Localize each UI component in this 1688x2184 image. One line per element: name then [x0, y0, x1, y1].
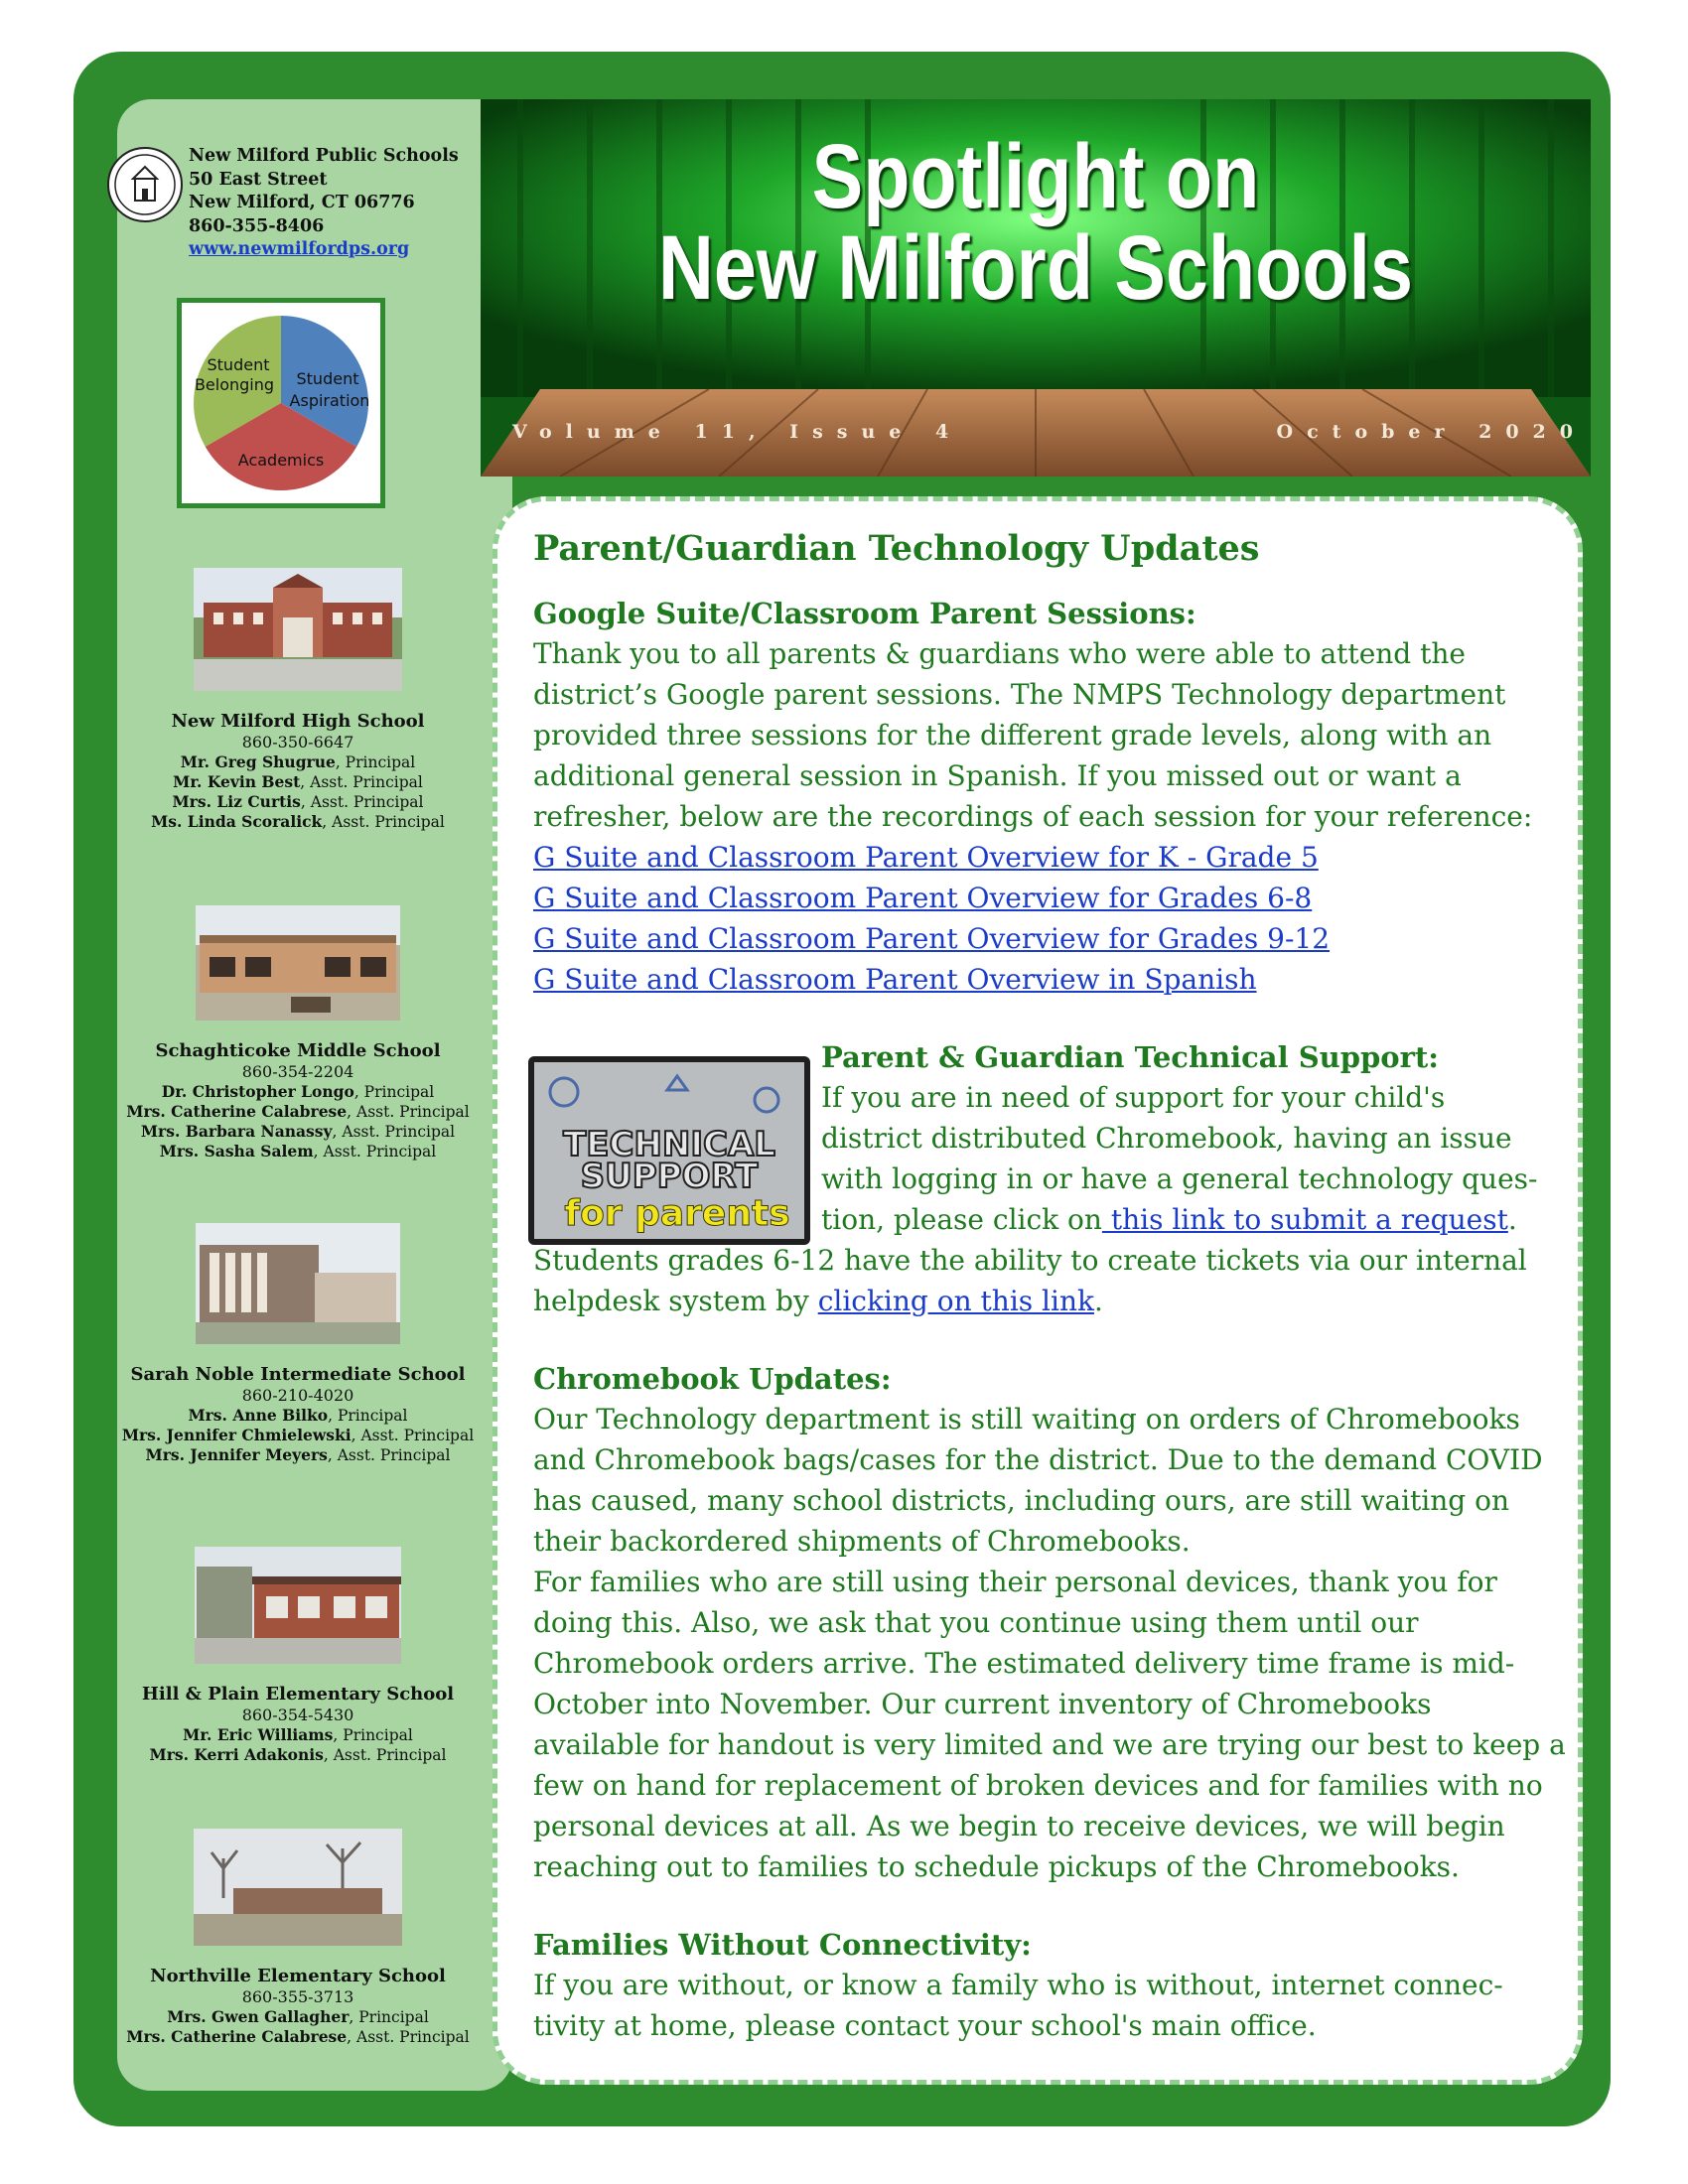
- staff-name: Mr. Eric Williams: [183, 1725, 334, 1744]
- school-phone: 860-354-2204: [241, 1062, 354, 1081]
- tech-image-line1: TECHNICAL: [563, 1125, 775, 1164]
- school-photo-nmhs: [194, 568, 402, 691]
- tech-support-line2: district distributed Chromebook, having an issue: [821, 1122, 1512, 1155]
- pie-label-belonging-2: Belonging: [194, 375, 275, 394]
- staff-name: Mrs. Jennifer Meyers: [145, 1445, 328, 1464]
- staff-role: , Asst. Principal: [332, 1123, 456, 1141]
- masthead-title-line1: Spotlight on: [811, 126, 1260, 227]
- article-title: Parent/Guardian Technology Updates: [533, 528, 1260, 569]
- tech-support-line3: with logging in or have a general technology ques-: [821, 1162, 1538, 1195]
- district-website-link[interactable]: www.newmilfordps.org: [189, 239, 410, 259]
- staff-name: Mrs. Liz Curtis: [172, 792, 301, 811]
- issue-date: October 2020: [1276, 421, 1587, 443]
- school-name: Hill & Plain Elementary School: [141, 1684, 455, 1705]
- staff-name: Mrs. Jennifer Chmielewski: [121, 1426, 352, 1444]
- connectivity-heading: Families Without Connectivity:: [533, 1928, 1032, 1962]
- pie-label-academics: Academics: [237, 451, 325, 470]
- staff-role: , Asst. Principal: [300, 793, 424, 811]
- district-city: New Milford, CT 06776: [189, 193, 415, 212]
- staff-role: , Principal: [333, 1726, 413, 1744]
- session-link-spanish[interactable]: G Suite and Classroom Parent Overview in Spanish: [533, 963, 1257, 996]
- district-name: New Milford Public Schools: [189, 146, 459, 166]
- session-link-9-12[interactable]: G Suite and Classroom Parent Overview for Grades 9-12: [533, 922, 1331, 955]
- masthead-title-line2: New Milford Schools: [658, 217, 1413, 319]
- helpdesk-link[interactable]: clicking on this link: [817, 1285, 1094, 1317]
- district-street: 50 East Street: [189, 169, 328, 190]
- punctuation: .: [1507, 1203, 1517, 1236]
- school-phone: 860-354-5430: [241, 1706, 354, 1724]
- staff-role: , Asst. Principal: [322, 813, 445, 831]
- staff-name: Mr. Greg Shugrue: [180, 752, 336, 771]
- staff-role: , Asst. Principal: [351, 1427, 475, 1444]
- school-card-northville: [99, 1829, 496, 2047]
- staff-role: , Asst. Principal: [313, 1143, 437, 1160]
- session-link-k5[interactable]: G Suite and Classroom Parent Overview for K - Grade 5: [533, 841, 1319, 874]
- school-card-sms: [99, 905, 496, 1161]
- staff-role: , Asst. Principal: [347, 1103, 470, 1121]
- school-name: Sarah Noble Intermediate School: [130, 1364, 466, 1385]
- tech-support-heading: Parent & Guardian Technical Support:: [821, 1040, 1439, 1074]
- staff-name: Mrs. Catherine Calabrese: [126, 2027, 348, 2046]
- staff-role: , Principal: [353, 1083, 435, 1101]
- pie-label-belonging-1: Student: [207, 355, 270, 374]
- pillars-pie: [189, 311, 373, 495]
- chromebook-para2: For families who are still using their personal devices, thank you for doing this. Also, we ask that you continue using them until our Chromebook orders arrive. The estimated delivery time frame is mid-October into November. Our current inventory of Chromebooks available for handout is very limited and we are trying our best to keep a few on hand for replacement of broken devices and for families with no personal devices at all. As we begin to receive devices, we will begin reaching out to families to schedule pickups of the Chromebooks.: [533, 1566, 1566, 1883]
- google-sessions-body: Thank you to all parents & guardians who were able to attend the district’s Google parent sessions. The NMPS Technology department provided three sessions for the different grade levels, along with an additional general session in Spanish. If you missed out or want a refresher, below are the recordings of each session for your reference:: [533, 637, 1533, 833]
- connectivity-body: If you are without, or know a family who is without, internet connec-tivity at home, please contact your school's main office.: [533, 1969, 1503, 2042]
- staff-role: , Asst. Principal: [347, 2028, 470, 2046]
- staff-name: Mrs. Sasha Salem: [159, 1142, 314, 1160]
- school-photo-hill-plain: [195, 1547, 401, 1664]
- staff-role: , Principal: [335, 753, 416, 771]
- tech-image-line3: for parents: [564, 1193, 790, 1234]
- tech-support-line4: tion, please click on: [821, 1203, 1102, 1236]
- staff-name: Mrs. Gwen Gallagher: [167, 2007, 350, 2026]
- tech-image-line2: SUPPORT: [580, 1157, 759, 1196]
- chromebook-para1: Our Technology department is still waiting on orders of Chromebooks and Chromebook bags/cases for the district. Due to the demand COVID has caused, many school districts, including ours, are still waiting on their backordered shipments of Chromebooks.: [533, 1403, 1543, 1558]
- staff-name: Mrs. Catherine Calabrese: [126, 1102, 348, 1121]
- students-helpdesk-text: Students grades 6-12 have the ability to create tickets via our internal helpdesk system by: [533, 1244, 1527, 1317]
- staff-role: , Asst. Principal: [323, 1746, 447, 1764]
- staff-name: Mrs. Barbara Nanassy: [140, 1122, 333, 1141]
- session-link-6-8[interactable]: G Suite and Classroom Parent Overview for Grades 6-8: [533, 882, 1313, 914]
- pie-label-aspiration-1: Student: [296, 369, 359, 388]
- submit-request-link[interactable]: this link to submit a request: [1101, 1203, 1508, 1236]
- school-name: New Milford High School: [171, 711, 425, 732]
- staff-role: , Principal: [349, 2008, 429, 2026]
- school-card-nmhs: [99, 568, 496, 832]
- school-card-hill-plain: [99, 1547, 496, 1765]
- district-phone: 860-355-8406: [189, 215, 325, 236]
- tech-support-line1: If you are in need of support for your child's: [821, 1081, 1446, 1114]
- school-name: Northville Elementary School: [150, 1966, 446, 1986]
- staff-name: Mrs. Kerri Adakonis: [149, 1745, 324, 1764]
- school-phone: 860-210-4020: [241, 1386, 354, 1405]
- school-phone: 860-350-6647: [241, 733, 354, 751]
- staff-role: , Asst. Principal: [300, 773, 423, 791]
- school-photo-northville: [194, 1829, 402, 1946]
- school-name: Schaghticoke Middle School: [155, 1040, 441, 1061]
- district-seal-icon: [107, 147, 183, 222]
- google-sessions-heading: Google Suite/Classroom Parent Sessions:: [533, 597, 1196, 630]
- school-card-snis: [99, 1223, 496, 1465]
- issue-volume: Volume 11, Issue 4: [512, 421, 963, 443]
- staff-name: Dr. Christopher Longo: [161, 1082, 354, 1101]
- staff-role: , Principal: [328, 1407, 408, 1425]
- pillars-graphic: [177, 298, 385, 508]
- staff-name: Ms. Linda Scoralick: [151, 812, 323, 831]
- masthead-banner: [481, 99, 1591, 477]
- staff-name: Mrs. Anne Bilko: [188, 1406, 329, 1425]
- pie-label-aspiration-2: Aspiration: [289, 391, 370, 410]
- chromebook-heading: Chromebook Updates:: [533, 1362, 892, 1396]
- school-phone: 860-355-3713: [241, 1987, 354, 2006]
- school-photo-sms: [196, 905, 400, 1021]
- punctuation: .: [1093, 1285, 1103, 1317]
- staff-name: Mr. Kevin Best: [173, 772, 301, 791]
- staff-role: , Asst. Principal: [327, 1446, 451, 1464]
- article-content: [533, 528, 1566, 2046]
- school-photo-snis: [196, 1223, 400, 1344]
